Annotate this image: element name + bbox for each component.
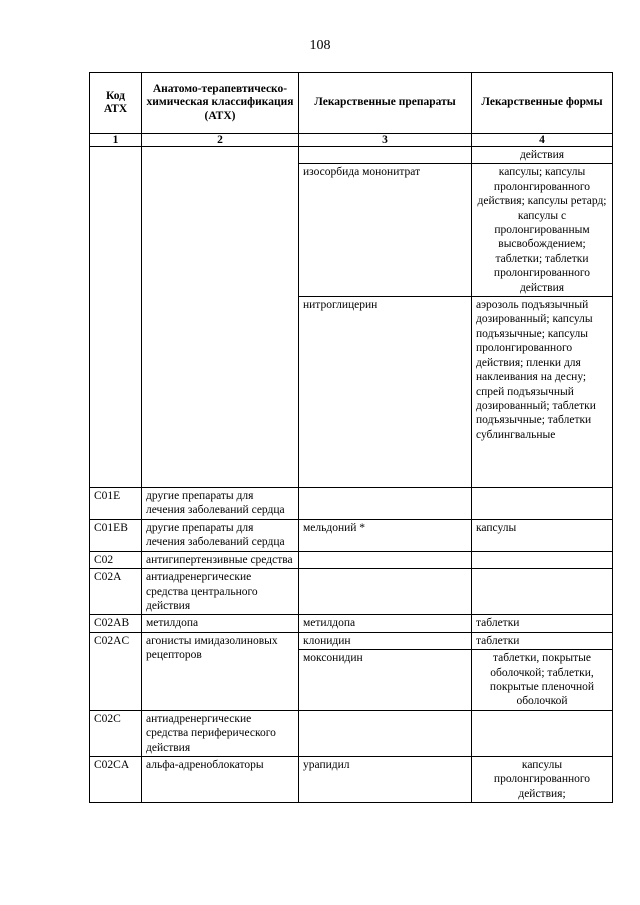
code-cell: C02A bbox=[90, 569, 142, 615]
drug-cell: урапидил bbox=[299, 756, 472, 802]
code-cell bbox=[90, 147, 142, 488]
code-cell: C02CA bbox=[90, 756, 142, 802]
header-classification: Анатомо-терапевтическо-химическая классификация (АТХ) bbox=[142, 73, 299, 134]
classification-cell: антиадренергические средства периферического действия bbox=[142, 710, 299, 756]
form-cell: капсулы; капсулы пролонгированного действия; капсулы ретард; капсулы с пролонгированным высвобождением; таблетки; таблетки пролонгированного действия bbox=[472, 164, 613, 297]
column-number: 2 bbox=[142, 134, 299, 147]
column-number: 3 bbox=[299, 134, 472, 147]
atc-table bbox=[89, 72, 613, 803]
classification-cell: другие препараты для лечения заболеваний сердца bbox=[142, 488, 299, 520]
table-row bbox=[90, 519, 613, 551]
drug-cell bbox=[299, 488, 472, 520]
table-row bbox=[90, 147, 613, 164]
drug-cell bbox=[299, 569, 472, 615]
classification-cell: антигипертензивные средства bbox=[142, 551, 299, 568]
form-cell: капсулы пролонгированного действия; bbox=[472, 756, 613, 802]
classification-cell: антиадренергические средства центрального действия bbox=[142, 569, 299, 615]
drug-cell: метилдопа bbox=[299, 615, 472, 632]
drug-cell: мельдоний * bbox=[299, 519, 472, 551]
classification-cell: другие препараты для лечения заболеваний сердца bbox=[142, 519, 299, 551]
form-cell: аэрозоль подъязычный дозированный; капсулы подъязычные; капсулы пролонгированного действия; пленки для наклеивания на десну; спрей подъязычный дозированный; таблетки подъязычные; таблетки сублингвальные bbox=[472, 297, 613, 488]
header-row bbox=[90, 73, 613, 134]
drug-cell: изосорбида мононитрат bbox=[299, 164, 472, 297]
table-row bbox=[90, 551, 613, 568]
header-forms: Лекарственные формы bbox=[472, 73, 613, 134]
column-number: 4 bbox=[472, 134, 613, 147]
drug-entry: клонидин bbox=[299, 633, 471, 650]
table-row bbox=[90, 615, 613, 632]
form-cell bbox=[472, 710, 613, 756]
drug-cell bbox=[299, 147, 472, 164]
drug-cell: нитроглицерин bbox=[299, 297, 472, 488]
classification-cell: агонисты имидазолиновых рецепторов bbox=[142, 632, 299, 710]
column-number-row bbox=[90, 134, 613, 147]
form-cell: капсулы bbox=[472, 519, 613, 551]
code-cell: C02AB bbox=[90, 615, 142, 632]
drug-cell bbox=[299, 710, 472, 756]
form-cell: действия bbox=[472, 147, 613, 164]
code-cell: C02 bbox=[90, 551, 142, 568]
column-number: 1 bbox=[90, 134, 142, 147]
form-cell bbox=[472, 632, 613, 710]
form-cell: таблетки bbox=[472, 615, 613, 632]
header-code: Код АТХ bbox=[90, 73, 142, 134]
table-row bbox=[90, 569, 613, 615]
drug-cell bbox=[299, 551, 472, 568]
header-drugs: Лекарственные препараты bbox=[299, 73, 472, 134]
page-number: 108 bbox=[309, 38, 331, 53]
drug-cell bbox=[299, 632, 472, 710]
form-entry: таблетки, покрытые оболочкой; таблетки, покрытые пленочной оболочкой bbox=[489, 652, 595, 708]
table-row bbox=[90, 632, 613, 710]
drug-entry: моксонидин bbox=[303, 652, 363, 665]
form-cell bbox=[472, 569, 613, 615]
table-row bbox=[90, 488, 613, 520]
table-row bbox=[90, 710, 613, 756]
classification-cell: альфа-адреноблокаторы bbox=[142, 756, 299, 802]
form-cell bbox=[472, 488, 613, 520]
code-cell: C01E bbox=[90, 488, 142, 520]
code-cell: C02C bbox=[90, 710, 142, 756]
table-row bbox=[90, 756, 613, 802]
classification-cell bbox=[142, 147, 299, 488]
form-cell bbox=[472, 551, 613, 568]
code-cell: C02AC bbox=[90, 632, 142, 710]
code-cell: C01EB bbox=[90, 519, 142, 551]
form-entry: таблетки bbox=[472, 633, 612, 650]
classification-cell: метилдопа bbox=[142, 615, 299, 632]
